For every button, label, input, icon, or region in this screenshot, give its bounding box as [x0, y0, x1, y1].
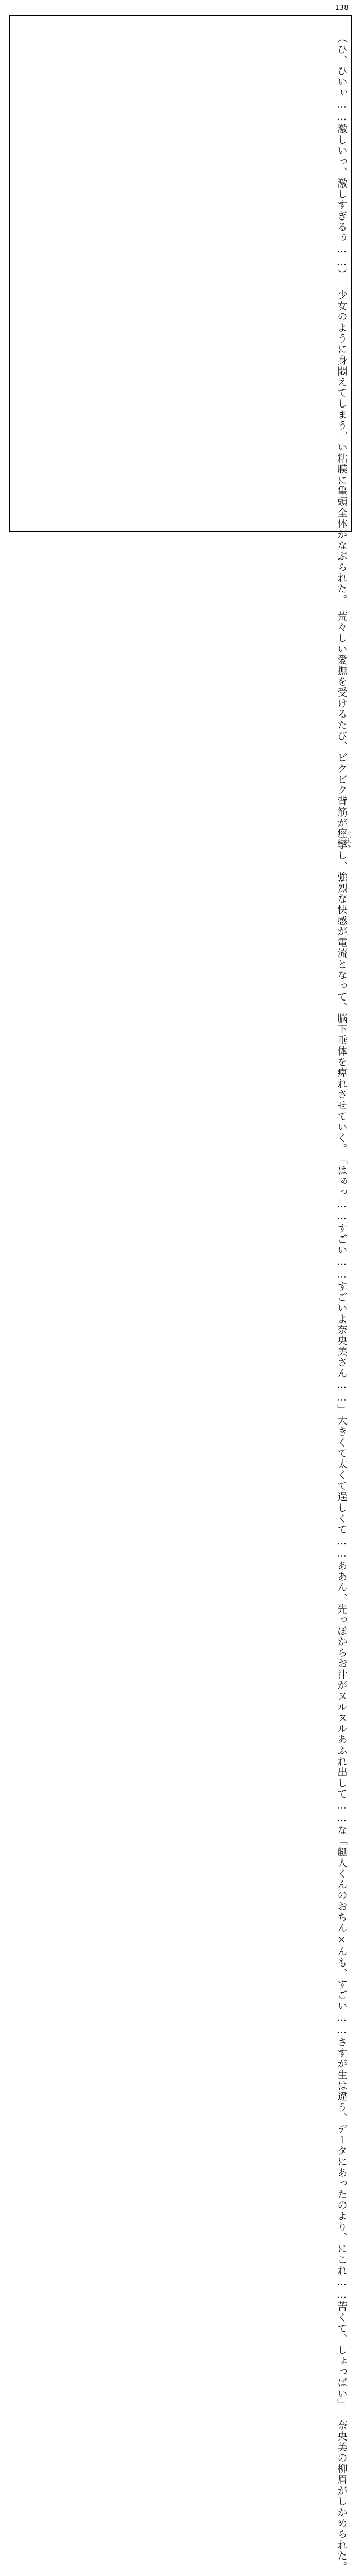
- page-number: 138: [335, 4, 349, 12]
- text-line: 「はぁっ……すごい……すごいよ奈央美さん……」: [336, 1154, 348, 1415]
- text-line: （ひ、ひいぃ……激しいっ、激しすぎるぅ……）: [336, 33, 348, 280]
- ruby-text: けいれん: [347, 831, 352, 848]
- text-line: 大きくて太くて逞しくて……ああん、先っぽからお汁がヌルヌルあふれ出して……な: [336, 1415, 348, 1836]
- ruby-annotation: 痙攣 けいれん: [336, 828, 352, 850]
- vertical-text-body: [14, 23, 352, 2572]
- text-line: い粘膜に亀頭全体がなぶられた。 荒々しい愛撫を受けるたび、ビクビク背筋が痙攣 けいれん し、: [336, 442, 352, 872]
- text-line: 「艇人くんのおちん×んも、すごい……さすが生は違う、データにあったのより、: [336, 1835, 348, 2243]
- text-line: 奈央美の柳眉がしかめられた。: [336, 2420, 348, 2572]
- text-line: 強烈な快感が電流となって、脳下垂体を痺れさせていく。: [336, 871, 348, 1155]
- text-line: 少女のように身悶えてしまう。: [336, 290, 348, 442]
- text-line: にこれ……苦くて、しょっぱい」: [336, 2243, 348, 2410]
- text-line: [337, 2572, 347, 2576]
